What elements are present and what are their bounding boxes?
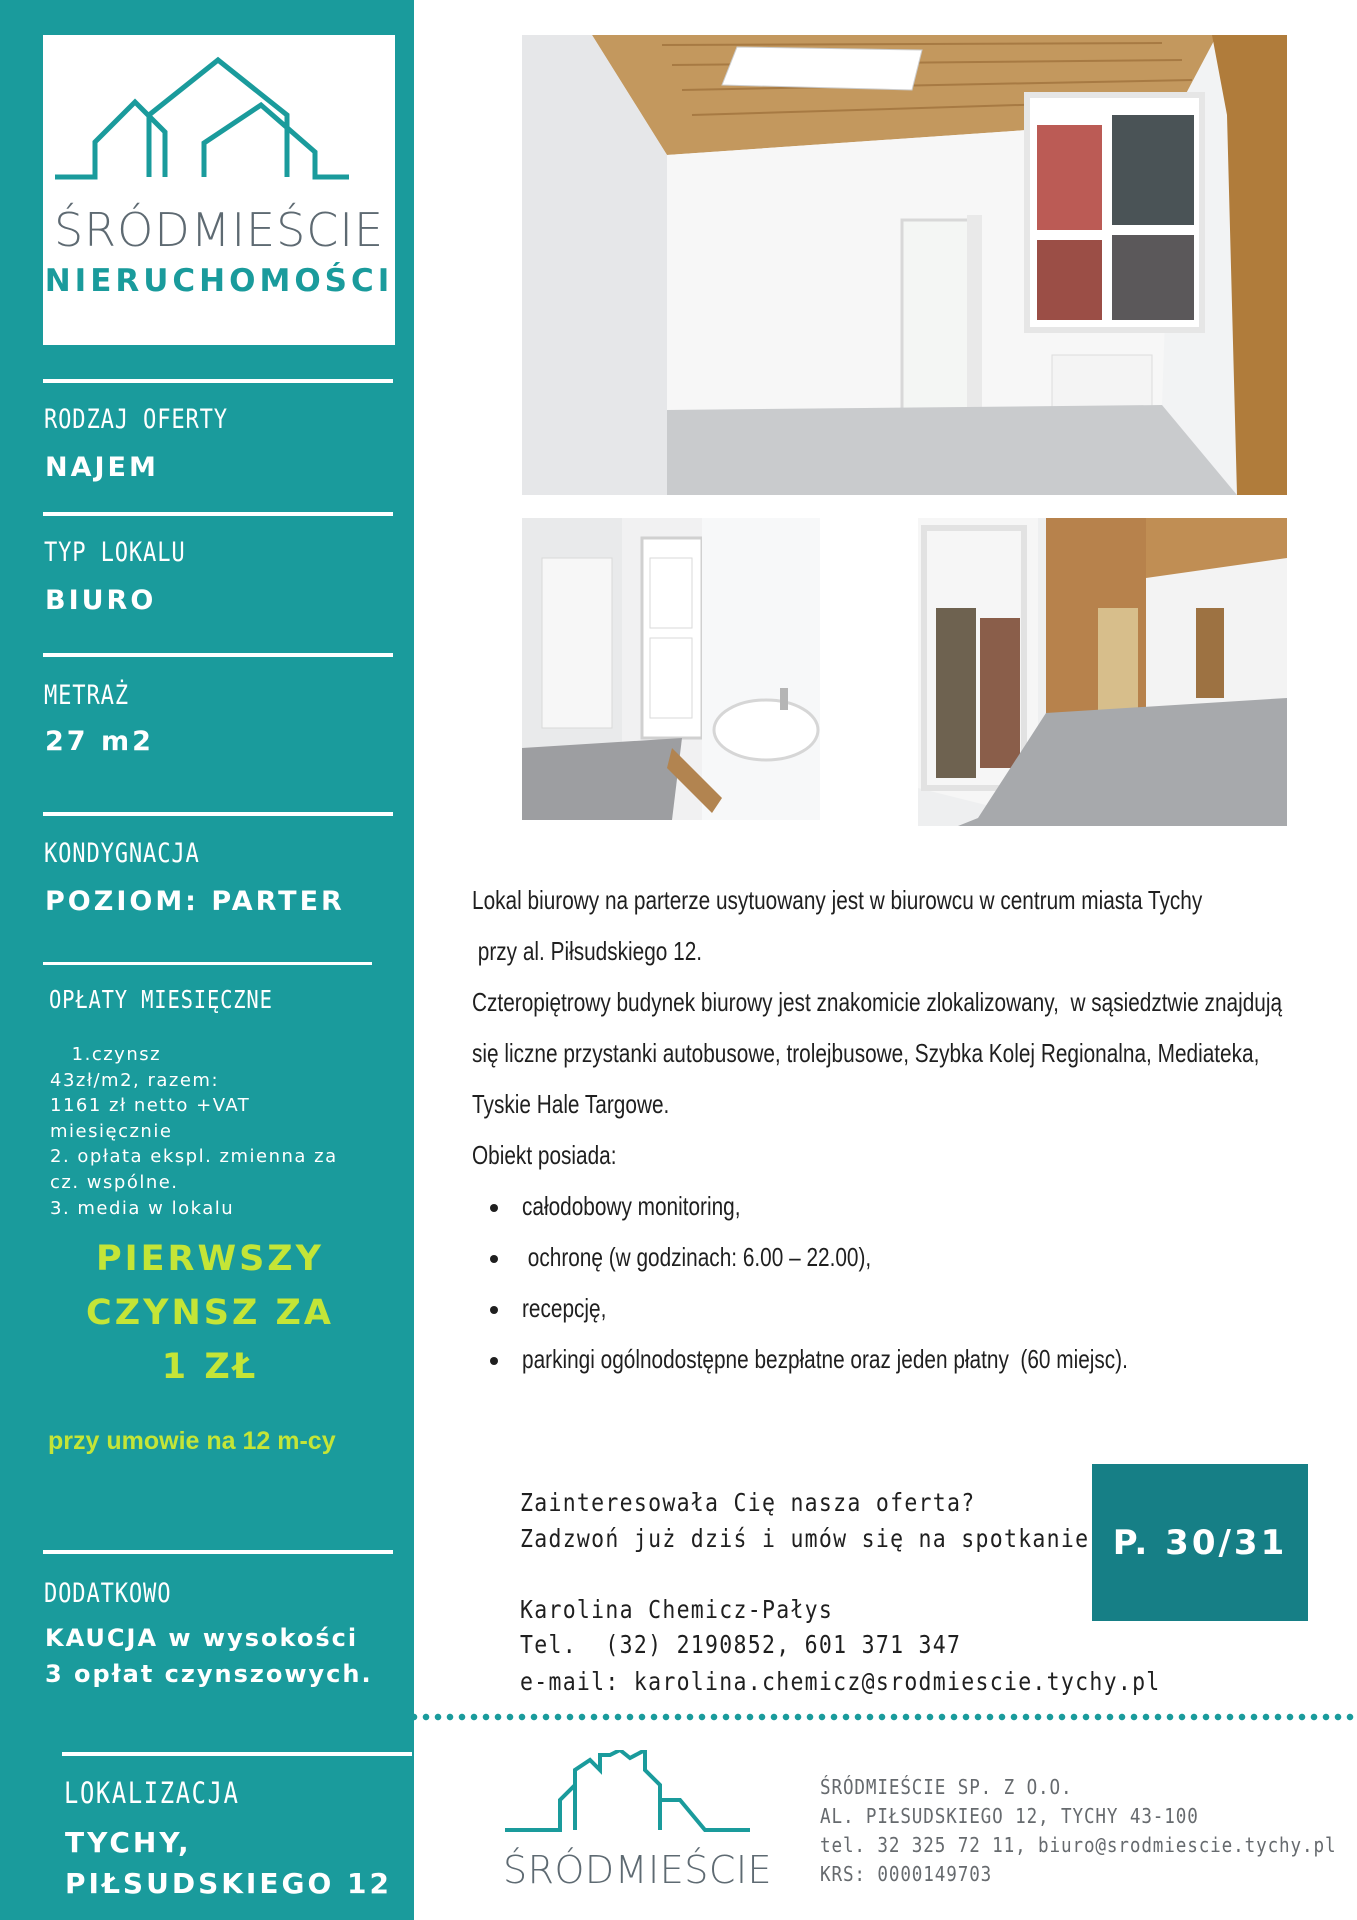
fees-line: miesięcznie bbox=[50, 1120, 173, 1142]
company-krs: KRS: 0000149703 bbox=[820, 1862, 993, 1886]
photo-office-room bbox=[522, 35, 1287, 495]
unit-type-value: BIURO bbox=[45, 585, 157, 616]
photo-bathroom bbox=[522, 518, 820, 820]
contact-phone[interactable]: Tel. (32) 2190852, 601 371 347 bbox=[520, 1630, 962, 1659]
description-line: Obiekt posiada: bbox=[472, 1140, 617, 1170]
location-value bbox=[65, 1822, 392, 1904]
feature-text: parkingi ogólnodostępne bezpłatne oraz jeden płatny (60 miejsc). bbox=[522, 1344, 1128, 1374]
promo-note: przy umowie na 12 m-cy bbox=[48, 1427, 336, 1455]
deposit-line: 3 opłat czynszowych. bbox=[45, 1660, 373, 1688]
fees-line: 1161 zł netto +VAT bbox=[50, 1095, 251, 1117]
bullet-icon bbox=[490, 1204, 498, 1212]
divider bbox=[43, 653, 393, 657]
floor-label: KONDYGNACJA bbox=[44, 838, 200, 869]
sidebar bbox=[0, 0, 414, 1920]
logo-subtitle: NIERUCHOMOŚCI bbox=[44, 263, 394, 299]
fees-line: 43zł/m2, razem: bbox=[50, 1069, 220, 1091]
feature-text: recepcję, bbox=[522, 1293, 607, 1323]
fees-label: OPŁATY MIESIĘCZNE bbox=[49, 985, 273, 1014]
extra-label: DODATKOWO bbox=[44, 1578, 172, 1609]
list-item bbox=[472, 1232, 1272, 1283]
list-item bbox=[472, 1283, 1272, 1334]
promo-line: CZYNSZ ZA bbox=[86, 1293, 334, 1333]
promo-line: PIERWSZY bbox=[95, 1239, 325, 1279]
premises-badge-text: P. 30/31 bbox=[1112, 1522, 1288, 1563]
company-contact[interactable]: tel. 32 325 72 11, biuro@srodmiescie.tychy.pl bbox=[820, 1833, 1337, 1857]
photo-office-corridor bbox=[918, 518, 1287, 826]
list-item bbox=[472, 1334, 1272, 1385]
promo-headline bbox=[40, 1232, 380, 1394]
area-label: METRAŻ bbox=[44, 680, 129, 711]
unit-type-label: TYP LOKALU bbox=[44, 537, 186, 568]
offer-type-label: RODZAJ OFERTY bbox=[44, 404, 228, 435]
fees-line: cz. wspólne. bbox=[50, 1171, 179, 1193]
area-value: 27 m2 bbox=[45, 726, 154, 757]
location-label: LOKALIZACJA bbox=[64, 1776, 240, 1810]
company-address: AL. PIŁSUDSKIEGO 12, TYCHY 43-100 bbox=[820, 1804, 1199, 1828]
deposit-info bbox=[45, 1620, 373, 1692]
feature-text: całodobowy monitoring, bbox=[522, 1191, 741, 1221]
divider bbox=[62, 1752, 412, 1756]
description bbox=[472, 875, 1352, 1181]
company-name: ŚRÓDMIEŚCIE SP. Z O.O. bbox=[820, 1775, 1073, 1799]
list-item bbox=[472, 1181, 1272, 1232]
fees-line: 2. opłata ekspl. zmienna za bbox=[50, 1146, 338, 1168]
bullet-icon bbox=[490, 1357, 498, 1365]
divider bbox=[43, 512, 393, 516]
offer-type-value: NAJEM bbox=[45, 452, 159, 483]
divider bbox=[43, 812, 393, 816]
contact-prompt-2: Zadzwoń już dziś i umów się na spotkanie bbox=[520, 1524, 1090, 1553]
description-line: Tyskie Hale Targowe. bbox=[472, 1089, 670, 1119]
bullet-icon bbox=[490, 1255, 498, 1263]
fees-list bbox=[50, 1042, 380, 1221]
logo-wordmark: ŚRÓDMIEŚCIE bbox=[53, 203, 385, 257]
footer-logo-wordmark: ŚRÓDMIEŚCIE bbox=[503, 1848, 773, 1892]
feature-text: ochronę (w godzinach: 6.00 – 22.00), bbox=[522, 1242, 872, 1272]
divider bbox=[43, 1550, 393, 1554]
houses-logo-icon bbox=[43, 35, 395, 205]
bullet-icon bbox=[490, 1306, 498, 1314]
dotted-separator bbox=[0, 1710, 1357, 1724]
contact-name: Karolina Chemicz-Pałys bbox=[520, 1595, 834, 1624]
features-list bbox=[472, 1181, 1272, 1385]
deposit-line: KAUCJA w wysokości bbox=[45, 1624, 359, 1652]
description-line: się liczne przystanki autobusowe, trolejbusowe, Szybka Kolej Regionalna, Mediateka, bbox=[472, 1038, 1260, 1068]
description-line: przy al. Piłsudskiego 12. bbox=[472, 936, 703, 966]
location-line: TYCHY, bbox=[65, 1826, 192, 1859]
location-line: PIŁSUDSKIEGO 12 bbox=[65, 1867, 392, 1900]
floor-value: POZIOM: PARTER bbox=[45, 886, 345, 917]
brand-logo bbox=[43, 35, 395, 345]
contact-email[interactable]: e-mail: karolina.chemicz@srodmiescie.tychy.pl bbox=[520, 1667, 1161, 1696]
premises-badge bbox=[1092, 1464, 1308, 1621]
divider bbox=[43, 379, 393, 383]
description-line: Lokal biurowy na parterze usytuowany jest w biurowcu w centrum miasta Tychy bbox=[472, 885, 1203, 915]
description-line: Czteropiętrowy budynek biurowy jest znakomicie zlokalizowany, w sąsiedztwie znajdują bbox=[472, 987, 1283, 1017]
fees-line: 1.czynsz bbox=[50, 1044, 162, 1065]
divider bbox=[43, 962, 372, 965]
promo-line: 1 ZŁ bbox=[161, 1347, 259, 1387]
contact-prompt: Zainteresowała Cię nasza oferta? bbox=[520, 1488, 976, 1517]
fees-line: 3. media w lokalu bbox=[50, 1197, 235, 1219]
